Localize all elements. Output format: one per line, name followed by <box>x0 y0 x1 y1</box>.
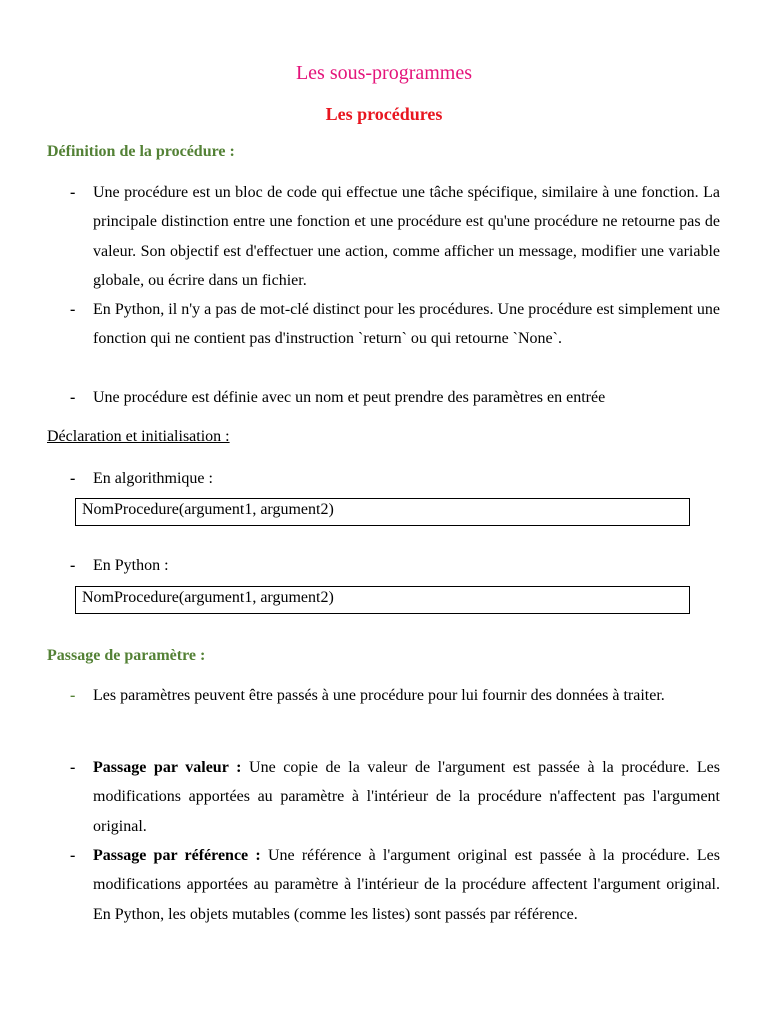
definition-heading: Définition de la procédure : <box>47 143 235 160</box>
algo-label: En algorithmique : <box>93 470 213 487</box>
bullet-dash: - <box>70 470 76 487</box>
bullet-dash: - <box>70 301 76 318</box>
page-title: Les sous-programmes <box>295 62 473 84</box>
passage-valeur-text <box>93 753 720 841</box>
algo-code-box: NomProcedure(argument1, argument2) <box>75 498 690 526</box>
definition-bullet-1 <box>70 178 720 295</box>
python-bullet <box>70 551 720 580</box>
page-subtitle: Les procédures <box>325 104 443 124</box>
bullet-dash: - <box>70 847 76 864</box>
definition-bullet-3 <box>70 383 720 412</box>
passage-reference-body: Une référence à l'argument original est passée à la procédure. Les modifications apportées au paramètre à l'intérieur de la procédure affectent l'argument original. En Python, les objets mutables (comme les listes) sont passés par référence. <box>93 847 721 923</box>
bullet-dash: - <box>70 557 76 574</box>
python-code-box: NomProcedure(argument1, argument2) <box>75 586 690 614</box>
definition-bullet-3-text: Une procédure est définie avec un nom et peut prendre des paramètres en entrée <box>93 389 606 406</box>
passage-valeur-label: Passage par valeur : <box>93 759 242 776</box>
passage-valeur-bullet <box>70 753 720 841</box>
bullet-dash: - <box>70 687 76 704</box>
declaration-heading: Déclaration et initialisation : <box>47 428 230 445</box>
passage-reference-bullet <box>70 841 720 929</box>
algo-bullet <box>70 464 720 493</box>
definition-bullet-2-text: En Python, il n'y a pas de mot-clé distinct pour les procédures. Une procédure est simplement une fonction qui ne contient pas d'instruction `return` ou qui retourne `None`. <box>93 301 720 348</box>
bullet-dash: - <box>70 184 76 201</box>
definition-bullet-1-text: Une procédure est un bloc de code qui effectue une tâche spécifique, similaire à une fonction. La principale distinction entre une fonction et une procédure est qu'une procédure ne retourne pas de valeur. Son objectif est d'effectuer une action, comme afficher un message, modifier une variable globale, ou écrire dans un fichier. <box>93 184 720 289</box>
passage-intro-bullet <box>70 681 720 710</box>
bullet-dash: - <box>70 389 76 406</box>
passage-heading: Passage de paramètre : <box>47 647 206 664</box>
definition-bullet-2 <box>70 295 720 354</box>
passage-reference-label: Passage par référence : <box>93 847 261 864</box>
python-label: En Python : <box>93 557 169 574</box>
bullet-dash: - <box>70 759 76 776</box>
passage-intro-text: Les paramètres peuvent être passés à une procédure pour lui fournir des données à traiter. <box>93 687 665 704</box>
passage-valeur-body: Une copie de la valeur de l'argument est passée à la procédure. Les modifications apportées au paramètre à l'intérieur de la procédure n'affectent pas l'argument original. <box>93 759 721 835</box>
passage-reference-text <box>93 841 720 929</box>
